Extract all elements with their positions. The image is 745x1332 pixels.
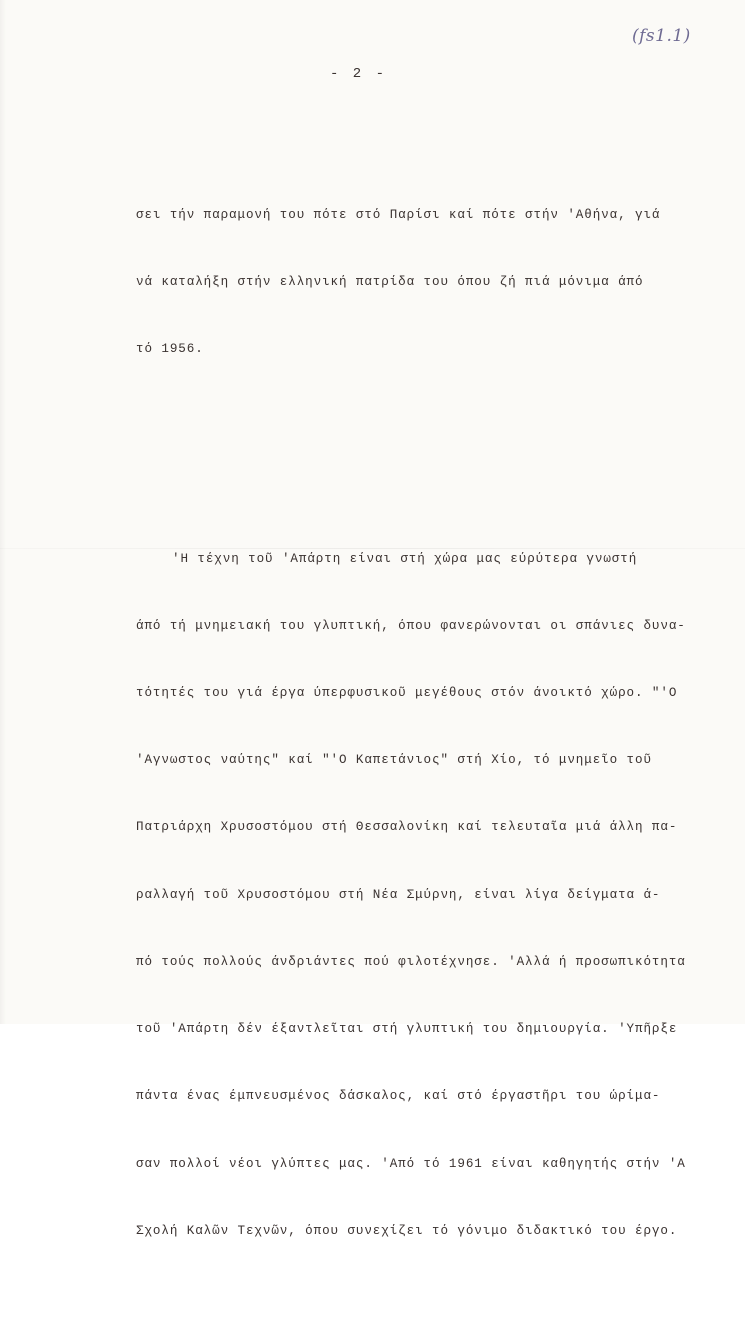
paper-fold-line	[0, 548, 745, 549]
text-line: τοῦ 'Απάρτη δέν έξαντλεῖται στή γλυπτική του δημιουργία. 'Υπῆρξε	[136, 1022, 678, 1037]
text-line: Πατριάρχη Χρυσοστόμου στή Θεσσαλονίκη καί τελευταῖα μιά άλλη πα-	[136, 820, 678, 835]
document-body	[136, 114, 745, 1332]
text-line: 'Αγνωστος ναύτης" καί "'Ο Καπετάνιος" στή Χίο, τό μνημεῖο τοῦ	[136, 753, 652, 768]
text-line: σαν πολλοί νέοι γλύπτες μας. 'Από τό 1961 είναι καθηγητής στήν 'Α	[136, 1156, 686, 1171]
text-line: τό 1956.	[136, 342, 204, 357]
text-line: 'Η τέχνη τοῦ 'Απάρτη είναι στή χώρα μας εύρύτερα γνωστή	[172, 551, 638, 566]
paragraph-1	[136, 159, 745, 405]
page-number: - 2 -	[330, 66, 388, 82]
text-line: άπό τή μνημειακή του γλυπτική, όπου φανερώνονται οι σπάνιες δυνα-	[136, 618, 686, 633]
text-line: νά καταλήξη στήν ελληνική πατρίδα του όπου ζή πιά μόνιμα άπό	[136, 274, 644, 289]
text-line: πάντα ένας έμπνευσμένος δάσκαλος, καί στό έργαστῆρι του ώρίμα-	[136, 1089, 661, 1104]
text-line: Σχολή Καλῶν Τεχνῶν, όπου συνεχίζει τό γόνιμο διδακτικό του έργο.	[136, 1223, 678, 1238]
handwritten-annotation: (fs1.1)	[632, 26, 691, 46]
text-line: ραλλαγή τοῦ Χρυσοστόμου στή Νέα Σμύρνη, είναι λίγα δείγματα ά-	[136, 887, 661, 902]
page-edge-shadow	[0, 0, 6, 1024]
text-line: σει τήν παραμονή του πότε στό Παρίσι καί πότε στήν 'Αθήνα, γιά	[136, 207, 661, 222]
text-line: πό τούς πολλούς άνδριάντες πού φιλοτέχνησε. 'Αλλά ή προσωπικότητα	[136, 954, 686, 969]
paragraph-2	[136, 503, 745, 1287]
paragraph-gap	[136, 450, 745, 458]
text-line: τότητές του γιά έργα ύπερφυσικοῦ μεγέθους στόν άνοικτό χώρο. "'Ο	[136, 686, 678, 701]
